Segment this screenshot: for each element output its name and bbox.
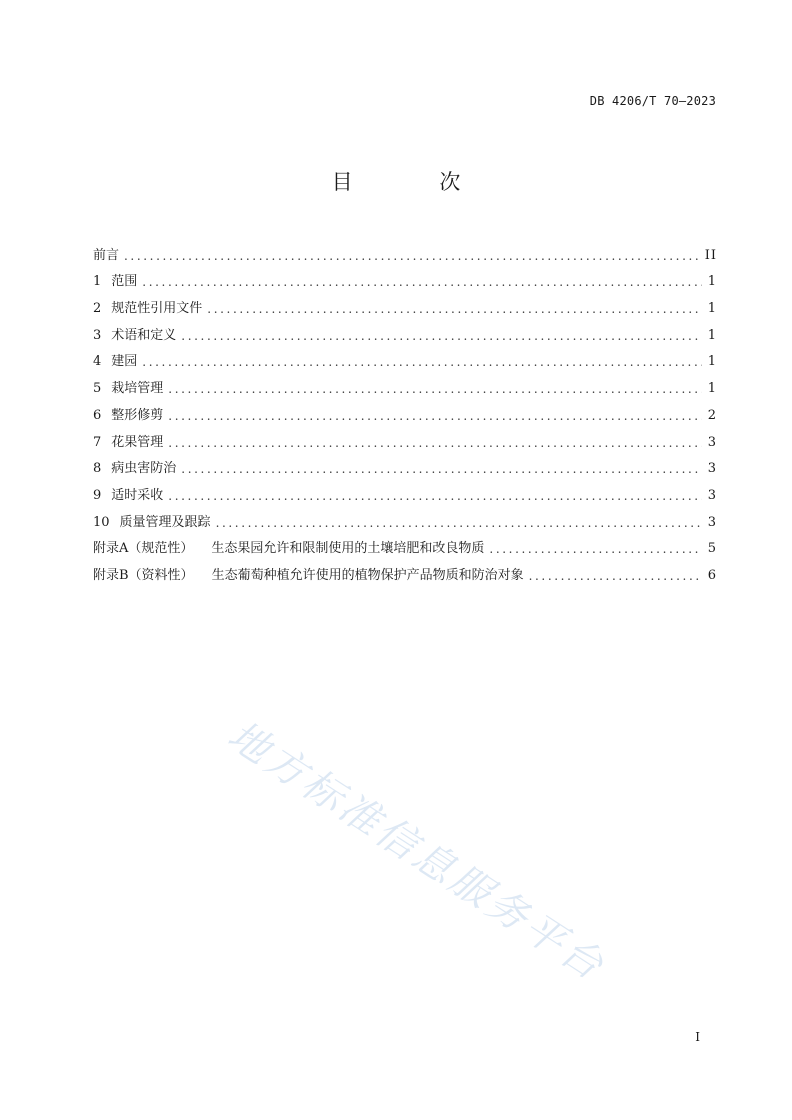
toc-entry-label-wrap bbox=[93, 274, 137, 290]
toc-entry-label: 栽培管理 bbox=[111, 381, 164, 397]
toc-entry-number: 3 bbox=[93, 327, 102, 343]
toc-entry-foreword[interactable] bbox=[93, 237, 717, 264]
toc-entry-5[interactable] bbox=[93, 370, 717, 397]
toc-entry-label: 生态果园允许和限制使用的土壤培肥和改良物质 bbox=[211, 541, 485, 557]
toc-page-number: 1 bbox=[707, 301, 717, 317]
document-code: DB 4206/T 70—2023 bbox=[589, 94, 716, 108]
toc-entry-number: 8 bbox=[93, 461, 102, 477]
toc-leader-dots bbox=[124, 248, 699, 264]
toc-entry-label-wrap bbox=[93, 301, 202, 317]
toc-entry-number: 6 bbox=[93, 407, 102, 423]
toc-entry-10[interactable] bbox=[93, 504, 717, 531]
page-number: I bbox=[695, 1030, 700, 1044]
toc-entry-label-wrap bbox=[93, 515, 211, 531]
toc-leader-dots bbox=[216, 515, 702, 531]
toc-leader-dots bbox=[181, 328, 701, 344]
toc-entry-number: 4 bbox=[93, 354, 102, 370]
toc-entry-1[interactable] bbox=[93, 264, 717, 291]
toc-entry-label-wrap bbox=[93, 435, 163, 451]
toc-appendix-prefix: 附录B（资料性） bbox=[93, 567, 194, 583]
toc-entry-label: 范围 bbox=[111, 274, 138, 290]
toc-entry-3[interactable] bbox=[93, 317, 717, 344]
toc-entry-label: 术语和定义 bbox=[111, 327, 177, 343]
toc-leader-dots bbox=[142, 354, 701, 370]
toc-title: 目 次 bbox=[331, 170, 501, 194]
toc-entry-label: 质量管理及跟踪 bbox=[119, 514, 211, 530]
toc-entry-number: 5 bbox=[93, 381, 102, 397]
toc-page-number: 5 bbox=[707, 541, 717, 557]
toc-entry-8[interactable] bbox=[93, 451, 717, 478]
toc-entry-number: 10 bbox=[93, 514, 110, 530]
toc-page-number: 3 bbox=[707, 461, 717, 477]
toc-entry-label-wrap bbox=[93, 461, 176, 477]
toc-entry-6[interactable] bbox=[93, 397, 717, 424]
toc-leader-dots bbox=[168, 408, 701, 424]
toc-page-number: 3 bbox=[707, 487, 717, 503]
toc-entry-label: 花果管理 bbox=[111, 434, 164, 450]
toc-entry-label: 病虫害防治 bbox=[111, 461, 177, 477]
toc-leader-dots bbox=[489, 541, 701, 557]
watermark: 地方标准信息服务平台 bbox=[219, 712, 614, 991]
toc-page-number: 2 bbox=[707, 407, 717, 423]
toc-page-number: 1 bbox=[707, 354, 717, 370]
toc-entry-label-wrap bbox=[93, 408, 163, 424]
toc-entry-appendix-a[interactable] bbox=[93, 531, 717, 558]
toc-page-number: 1 bbox=[707, 381, 717, 397]
toc-page-number: 6 bbox=[707, 567, 717, 583]
toc-entry-7[interactable] bbox=[93, 424, 717, 451]
toc-entry-label: 规范性引用文件 bbox=[111, 301, 203, 317]
toc-entry-9[interactable] bbox=[93, 477, 717, 504]
toc-entry-number: 9 bbox=[93, 487, 102, 503]
toc-entry-label: 建园 bbox=[111, 354, 138, 370]
toc-leader-dots bbox=[207, 301, 701, 317]
toc-leader-dots bbox=[181, 461, 701, 477]
toc-entry-label-wrap bbox=[93, 568, 524, 584]
toc-page-number: II bbox=[704, 247, 717, 263]
toc-entry-label-wrap bbox=[93, 354, 137, 370]
toc-entry-label-wrap bbox=[93, 541, 484, 557]
toc-entry-label-wrap bbox=[93, 488, 163, 504]
toc-entry-label-wrap bbox=[93, 328, 176, 344]
toc-entry-label: 生态葡萄种植允许使用的植物保护产品物质和防治对象 bbox=[211, 567, 524, 583]
toc-entry-number: 2 bbox=[93, 301, 102, 317]
toc-entry-2[interactable] bbox=[93, 290, 717, 317]
toc-page-number: 3 bbox=[707, 434, 717, 450]
toc-entry-label: 整形修剪 bbox=[111, 407, 164, 423]
toc-entry-label-wrap bbox=[93, 381, 163, 397]
toc-leader-dots bbox=[168, 435, 701, 451]
toc-leader-dots bbox=[168, 381, 701, 397]
table-of-contents bbox=[93, 237, 717, 584]
toc-entry-label: 前言 bbox=[93, 247, 120, 263]
toc-entry-appendix-b[interactable] bbox=[93, 557, 717, 584]
toc-entry-label: 适时采收 bbox=[111, 487, 164, 503]
toc-appendix-prefix: 附录A（规范性） bbox=[93, 541, 194, 557]
toc-entry-number: 1 bbox=[93, 274, 102, 290]
toc-entry-4[interactable] bbox=[93, 344, 717, 371]
toc-leader-dots bbox=[168, 488, 701, 504]
toc-page-number: 3 bbox=[707, 514, 717, 530]
toc-page-number: 1 bbox=[707, 274, 717, 290]
toc-page-number: 1 bbox=[707, 327, 717, 343]
toc-leader-dots bbox=[142, 274, 701, 290]
toc-leader-dots bbox=[529, 568, 702, 584]
toc-entry-number: 7 bbox=[93, 434, 102, 450]
